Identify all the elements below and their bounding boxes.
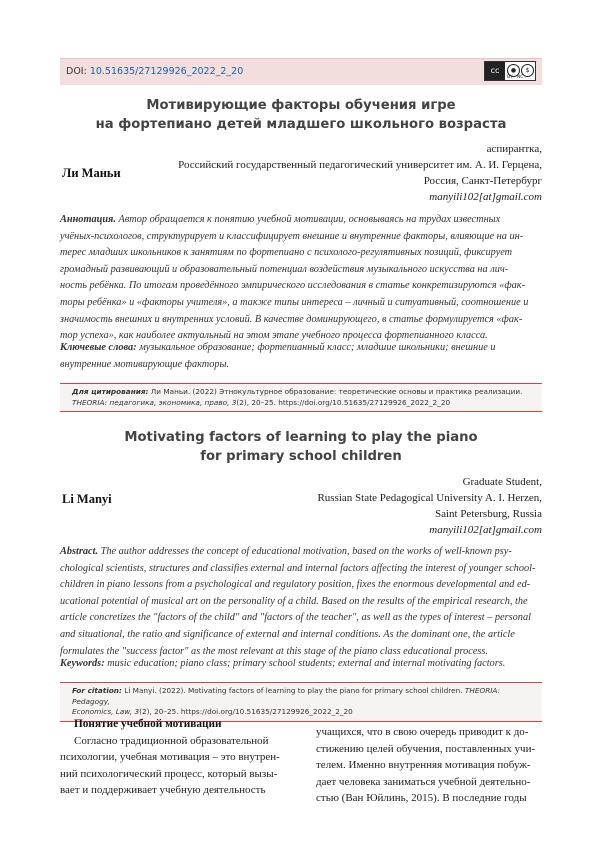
ru-abstract-line: терес младших школьников к занятиям по фортепиано с психолого-регулятивных позиций, фиксирует: [60, 247, 513, 259]
en-cite-journal-cont: Economics, Law,: [72, 707, 133, 716]
body-line: психологии, учебная мотивация – это внутрен-: [60, 751, 280, 764]
en-title-line1: Motivating factors of learning to play the piano: [124, 430, 478, 445]
en-affiliation: [317, 474, 542, 538]
ru-title-line1: Мотивирующие факторы обучения игре: [146, 98, 456, 113]
ru-abstract-line: значимость внешних и внутренних условий. В качестве доминирующего, в статье формулируется «фак-: [60, 313, 523, 325]
en-keywords: [60, 656, 542, 673]
body-line: вает и поддерживает учебную деятельность: [60, 784, 266, 797]
section-heading: Понятие учебной мотивации: [74, 718, 222, 730]
ru-affiliation: [178, 141, 542, 205]
en-abstract-line: children in piano lessons from a psychological and regulatory position, fixes the enormous developmental and ed-: [60, 579, 531, 591]
en-keywords-label: Keywords:: [60, 658, 105, 669]
ru-citation-box: [60, 383, 542, 412]
body-line: Согласно традиционной образовательной: [74, 734, 269, 747]
en-title-line2: for primary school children: [200, 449, 402, 464]
ru-abstract-line: Автор обращается к понятию учебной мотивации, основываясь на трудах известных: [115, 214, 501, 225]
ru-abstract-label: Аннотация.: [60, 214, 116, 225]
ru-cite-label: Для цитирования:: [72, 387, 149, 396]
cc-logo-icon: cc: [485, 62, 505, 80]
en-email-link[interactable]: manyili102[at]gmail.com: [429, 524, 542, 536]
en-keywords-text: music education; piano class; primary school students; external and internal motivating factors.: [104, 658, 506, 669]
en-affil-university: Russian State Pedagogical University A. I. Herzen,: [317, 492, 542, 504]
ru-abstract-line: торы ребёнка» и «факторы учителя», а также типы интереса – личный и ситуативный, соотношение и: [60, 296, 529, 308]
ru-keywords-label: Ключевые слова:: [60, 342, 137, 353]
ru-abstract-line: учёных-психологов, структурирует и классифицирует внешние и внутренние факторы, влияющие на ин-: [60, 230, 524, 242]
en-abstract: [60, 544, 542, 660]
doi-link[interactable]: 10.51635/27129926_2022_2_20: [89, 66, 244, 77]
en-affil-position: Graduate Student,: [462, 476, 542, 488]
en-cite-volume: 3: [132, 707, 140, 716]
en-abstract-line: ucational potential of musical art on the personality of a child. Based on the results of the empirical research, the: [60, 595, 528, 607]
body-line: дает человека заниматься учебной деятельно-: [316, 775, 531, 788]
ru-cite-text: Ли Маньи. (2022) Этнокультурное образование: теоретические основы и практика реализации.: [148, 387, 523, 396]
ru-abstract: [60, 212, 542, 345]
body-right-column: [316, 716, 542, 807]
ru-title-line2: на фортепиано детей младшего школьного возраста: [95, 117, 507, 132]
ru-affil-location: Россия, Санкт-Петербург: [423, 175, 542, 187]
body-left-column: [60, 716, 282, 799]
by-attribution-icon: ●: [507, 64, 520, 77]
ru-author-name: Ли Маньи: [62, 166, 121, 180]
en-cite-text: Li Manyi. (2022). Motivating factors of learning to play the piano for primary school children.: [121, 686, 463, 695]
en-abstract-line: formulates the "success factor" as the most relevant at this stage of the piano class educational process.: [60, 645, 489, 657]
ru-keywords-text: музыкальное образование; фортепианный класс; младшие школьники; внешние и: [136, 342, 496, 353]
en-abstract-label: Abstract.: [60, 546, 99, 557]
ru-affil-university: Российский государственный педагогический университет им. А. И. Герцена,: [178, 159, 542, 171]
en-abstract-line: chological scientists, structures and classifies external and internal factors affecting the interest of younger school-: [60, 562, 536, 574]
en-author-name: Li Manyi: [62, 492, 112, 506]
en-abstract-line: article concretizes the "factors of the child" and "factors of the teacher", as well as the types of interest – personal: [60, 612, 531, 624]
en-cite-journal: THEORIA: Pedagogy,: [72, 686, 501, 706]
ru-cite-journal: THEORIA: педагогика, экономика, право,: [72, 397, 230, 407]
ru-abstract-line: ность ребёнка. По итогам проведённого эмпирического исследования в статье конкретизируются «фак-: [60, 280, 526, 292]
en-abstract-line: The author addresses the concept of educational motivation, based on the works of well-known psy-: [98, 546, 512, 557]
body-line: ний психологический процесс, который вызы-: [60, 767, 278, 780]
body-line: телем. Именно внутренняя мотивация побуж-: [316, 759, 531, 772]
body-line: стижению целей обучения, поставленных учи-: [316, 742, 536, 755]
ru-title: [60, 96, 542, 134]
en-cite-label: For citation:: [72, 686, 122, 695]
ru-abstract-line: громадный развивающий и образовательный потенциал воздействия музыкального искусства на лич-: [60, 263, 509, 275]
ru-abstract-line: тор успеха», как наиболее актуальный на этом этапе учебного процесса фортепианного класса.: [60, 330, 488, 342]
en-cite-doi-link[interactable]: (2), 20–25. https://doi.org/10.51635/27129926_2022_2_20: [139, 707, 353, 716]
ru-affil-position: аспирантка,: [486, 143, 542, 155]
doi-bar: [60, 58, 542, 85]
license-labels: BY NC: [507, 75, 524, 80]
ru-cite-volume: 3: [229, 397, 237, 407]
ru-cite-doi-link[interactable]: (2), 20–25. https://doi.org/10.51635/27129926_2022_2_20: [236, 397, 451, 407]
nc-noncommercial-icon: $: [521, 64, 534, 77]
en-title: [60, 428, 542, 466]
en-affil-location: Saint Petersburg, Russia: [434, 508, 542, 520]
ru-keywords: [60, 340, 542, 373]
en-abstract-line: and situational, the ratio and significance of external and internal conditions. As the dominant one, the article: [60, 628, 515, 640]
body-line: стью (Ван Юйлинь, 2015). В последние годы: [316, 792, 527, 805]
ru-keywords-text: внутренние мотивирующие факторы.: [60, 358, 230, 370]
ru-email-link[interactable]: manyili102[at]gmail.com: [429, 191, 542, 203]
doi-label: DOI: 10.51635/27129926_2022_2_20: [66, 66, 244, 77]
body-line: учащихся, что в свою очередь приводит к до-: [316, 726, 529, 738]
creative-commons-license-badge[interactable]: [484, 61, 536, 81]
